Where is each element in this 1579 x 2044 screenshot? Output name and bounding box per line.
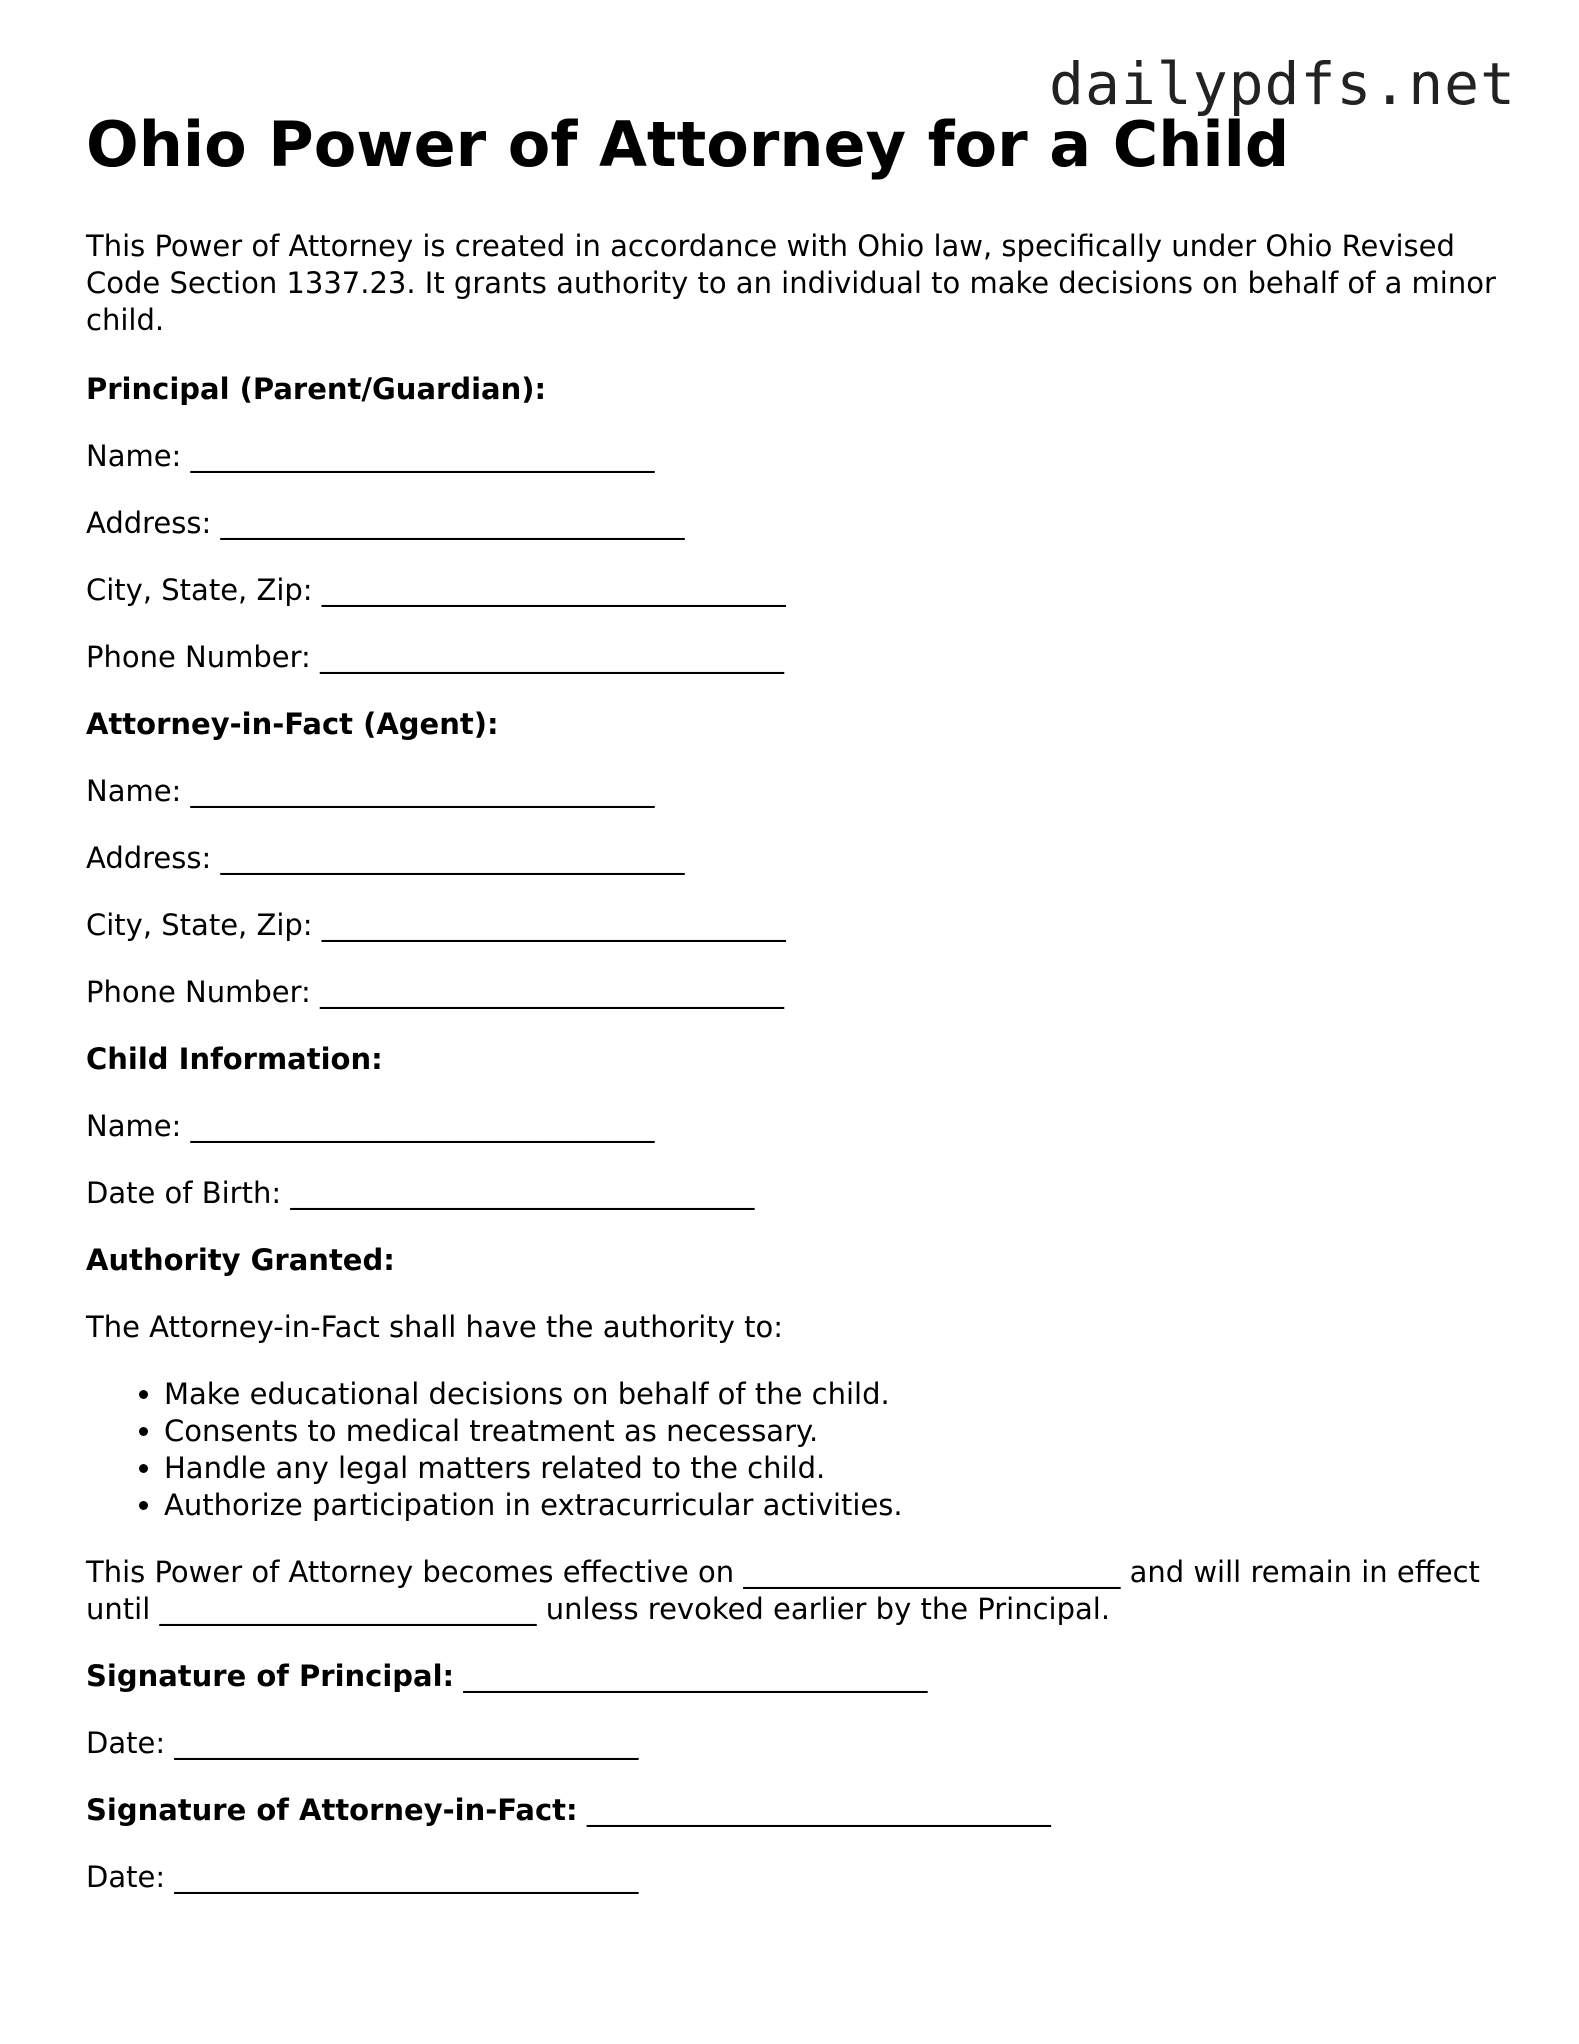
field-label: Phone Number: [86, 975, 311, 1010]
blank-line[interactable]: ________________________________ [174, 1726, 639, 1761]
principal-name-field[interactable] [86, 438, 1496, 475]
blank-line[interactable]: ________________________________ [220, 841, 685, 876]
intro-paragraph: This Power of Attorney is created in accordance with Ohio law, specifically under Ohio Revised Code Section 1337.23. It grants authority to an individual to make decisions on behalf of a minor child. [86, 229, 1496, 338]
field-label: Phone Number: [86, 640, 311, 675]
blank-line[interactable]: ________________________________ [190, 1109, 655, 1144]
agent-heading: Attorney-in-Fact (Agent): [86, 707, 499, 742]
effective-text-1: This Power of Attorney becomes effective on [86, 1555, 735, 1590]
principal-phone-field[interactable] [86, 639, 1496, 676]
field-label: Date: [86, 1726, 166, 1761]
list-item: • Make educational decisions on behalf of the child. [164, 1376, 1496, 1413]
authority-lead: The Attorney-in-Fact shall have the authority to: [86, 1310, 783, 1345]
list-item: • Handle any legal matters related to the child. [164, 1450, 1496, 1487]
field-label: Date: [86, 1860, 166, 1895]
list-item: • Authorize participation in extracurricular activities. [164, 1487, 1496, 1524]
agent-signature-field[interactable] [86, 1792, 1496, 1829]
blank-line[interactable]: ________________________________ [174, 1860, 639, 1895]
watermark: dailypdfs.net [1049, 50, 1516, 118]
blank-line[interactable]: ________________________________ [463, 1659, 928, 1694]
document-page [86, 108, 1496, 1926]
blank-line[interactable]: ________________________________ [321, 908, 786, 943]
field-label: Signature of Principal: [86, 1659, 455, 1694]
principal-heading: Principal (Parent/Guardian): [86, 372, 547, 407]
effective-start-blank[interactable]: __________________________ [743, 1555, 1121, 1590]
agent-phone-field[interactable] [86, 974, 1496, 1011]
effective-text-3: unless revoked earlier by the Principal. [545, 1592, 1111, 1627]
blank-line[interactable]: ________________________________ [190, 439, 655, 474]
field-label: Name: [86, 1109, 182, 1144]
authority-list [86, 1376, 1496, 1524]
field-label: City, State, Zip: [86, 908, 313, 943]
blank-line[interactable]: ________________________________ [220, 506, 685, 541]
agent-name-field[interactable] [86, 773, 1496, 810]
field-label: Signature of Attorney-in-Fact: [86, 1793, 578, 1828]
principal-address-field[interactable] [86, 505, 1496, 542]
blank-line[interactable]: ________________________________ [586, 1793, 1051, 1828]
authority-heading: Authority Granted: [86, 1243, 395, 1278]
effective-text-2: and will remain in effect until [86, 1555, 1480, 1627]
agent-address-field[interactable] [86, 840, 1496, 877]
field-label: City, State, Zip: [86, 573, 313, 608]
field-label: Address: [86, 506, 212, 541]
principal-city-field[interactable] [86, 572, 1496, 609]
effective-paragraph [86, 1554, 1496, 1628]
blank-line[interactable]: ________________________________ [320, 640, 785, 675]
blank-line[interactable]: ________________________________ [190, 774, 655, 809]
child-name-field[interactable] [86, 1108, 1496, 1145]
list-item: • Consents to medical treatment as necessary. [164, 1413, 1496, 1450]
principal-date-field[interactable] [86, 1725, 1496, 1762]
page-title: Ohio Power of Attorney for a Child [86, 108, 1290, 181]
effective-end-blank[interactable]: __________________________ [159, 1592, 537, 1627]
field-label: Address: [86, 841, 212, 876]
child-dob-field[interactable] [86, 1175, 1496, 1212]
principal-signature-field[interactable] [86, 1658, 1496, 1695]
blank-line[interactable]: ________________________________ [290, 1176, 755, 1211]
agent-date-field[interactable] [86, 1859, 1496, 1896]
agent-city-field[interactable] [86, 907, 1496, 944]
child-heading: Child Information: [86, 1042, 383, 1077]
field-label: Name: [86, 439, 182, 474]
field-label: Name: [86, 774, 182, 809]
blank-line[interactable]: ________________________________ [321, 573, 786, 608]
blank-line[interactable]: ________________________________ [320, 975, 785, 1010]
field-label: Date of Birth: [86, 1176, 282, 1211]
